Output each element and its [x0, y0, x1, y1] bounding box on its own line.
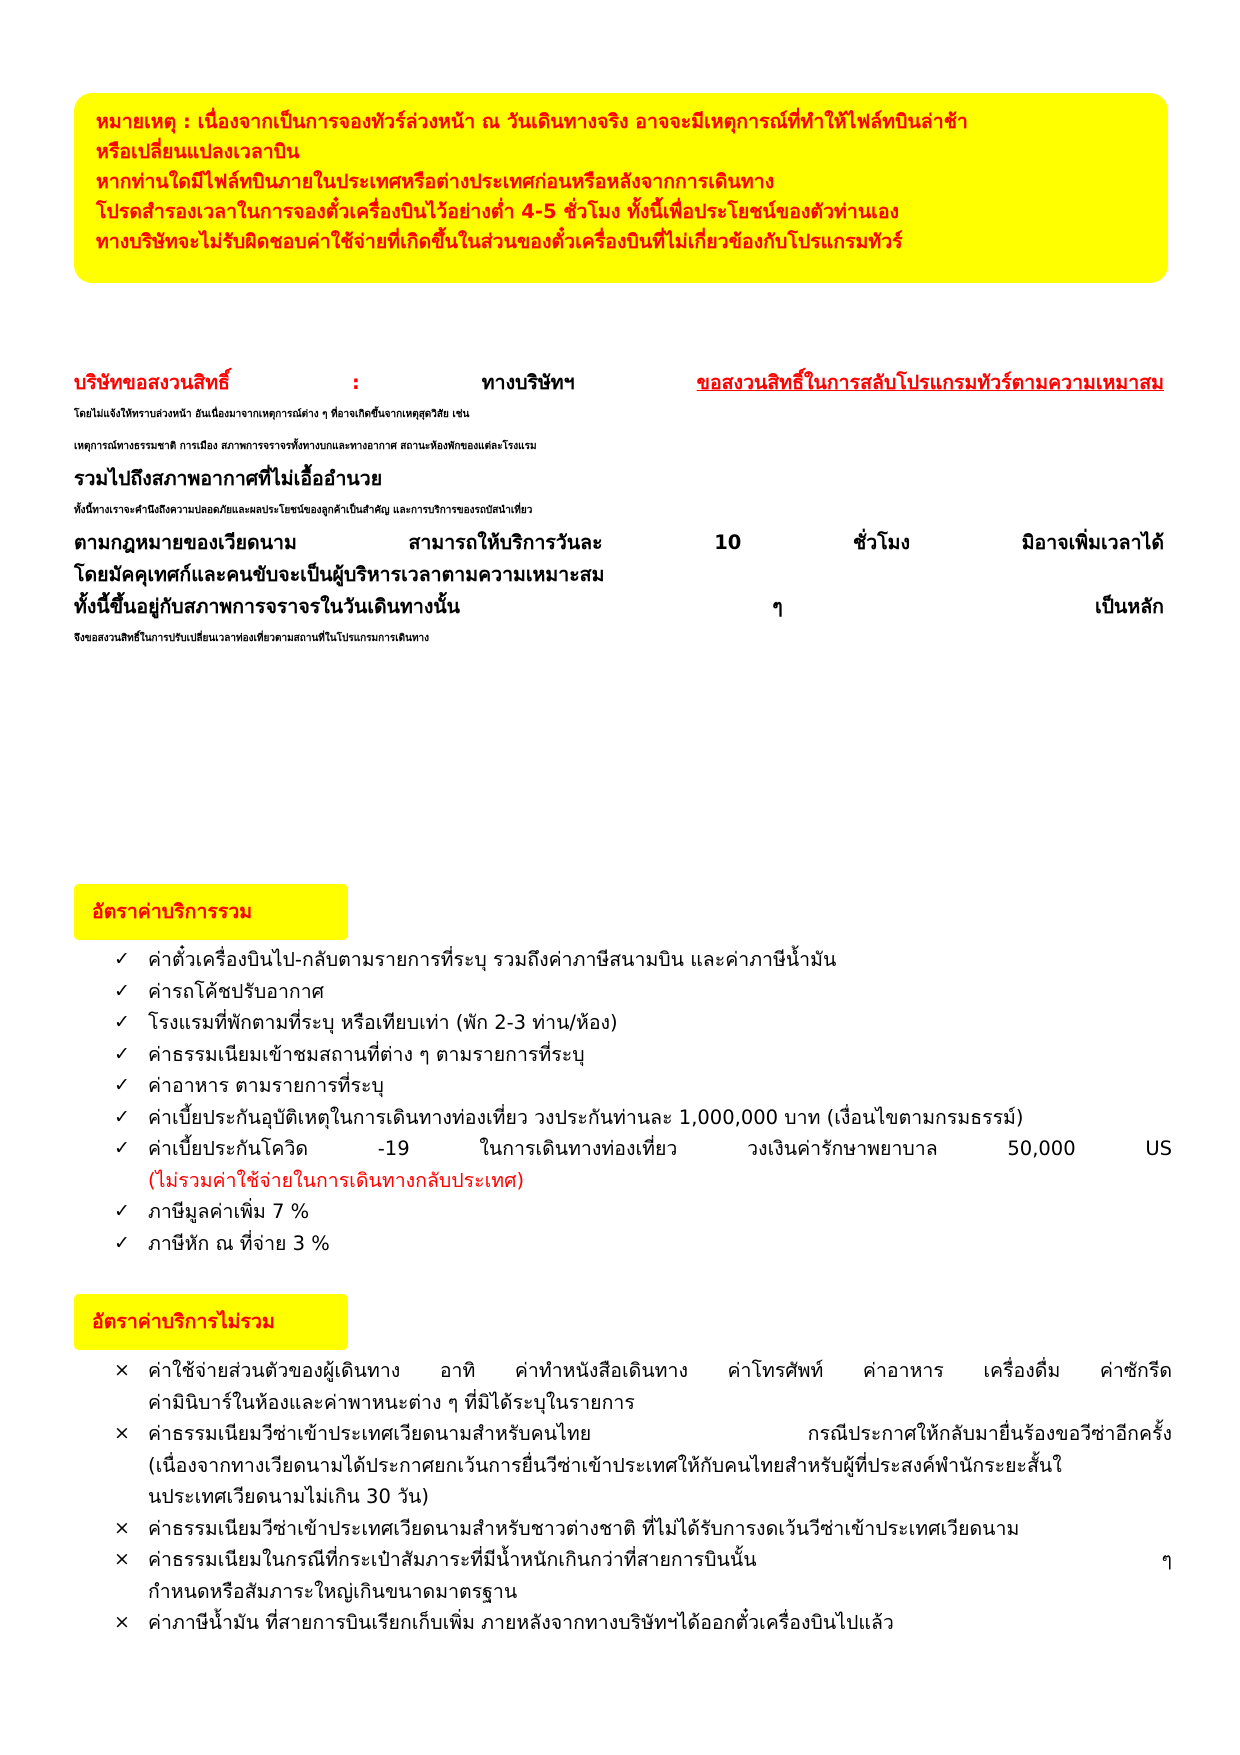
- list-item: [110, 976, 1172, 1008]
- item-text: ค่าใช้จ่ายส่วนตัวของผู้เดินทาง อาทิ ค่าทำหนังสือเดินทาง ค่าโทรศัพท์ ค่าอาหาร เครื่องดื่ม ค่าซักรีด: [148, 1359, 1172, 1382]
- item-text: ค่ามินิบาร์ในห้องและค่าพาหนะต่าง ๆ ที่มิได้ระบุในรายการ: [148, 1390, 635, 1414]
- list-item: [110, 1544, 1172, 1607]
- notice-line: ทางบริษัทจะไม่รับผิดชอบค่าใช้จ่ายที่เกิดขึ้นในส่วนของตั๋วเครื่องบินที่ไม่เกี่ยวข้องกับโปรแกรมทัวร์: [96, 230, 903, 253]
- rights-reservation-paragraph: [74, 367, 1164, 655]
- cross-icon: ×: [114, 1359, 130, 1381]
- cross-icon: ×: [114, 1611, 130, 1633]
- list-item: [110, 1607, 1172, 1639]
- item-text: ค่าตั๋วเครื่องบินไป-กลับตามรายการที่ระบุ รวมถึงค่าภาษีสนามบิน และค่าภาษีน้ำมัน: [148, 948, 837, 971]
- list-item: [110, 1133, 1172, 1196]
- rights-line: รวมไปถึงสภาพอากาศที่ไม่เอื้ออำนวย: [74, 467, 383, 490]
- rights-line: จึงขอสงวนสิทธิ์ในการปรับเปลี่ยนเวลาท่องเที่ยวตามสถานที่ในโปรแกรมการเดินทาง: [74, 633, 430, 644]
- check-icon: ✓: [114, 1011, 130, 1033]
- list-item: [110, 944, 1172, 976]
- check-icon: ✓: [114, 1042, 130, 1065]
- list-item: [110, 1355, 1172, 1418]
- list-item: [110, 1228, 1172, 1260]
- notice-line: โปรดสำรองเวลาในการจองตั๋วเครื่องบินไว้อย่างต่ำ 4-5 ชั่วโมง ทั้งนี้เพื่อประโยชน์ของตัวท่านเอง: [96, 200, 900, 223]
- covid-insurance-note: (ไม่รวมค่าใช้จ่ายในการเดินทางกลับประเทศ): [148, 1168, 525, 1192]
- rights-first-line: [74, 367, 1164, 399]
- rights-line: เหตุการณ์ทางธรรมชาติ การเมือง สภาพการจราจรทั้งทางบกและทางอากาศ สถานะห้องพักของแต่ละโรงแรม: [74, 441, 537, 452]
- check-icon: ✓: [114, 1105, 130, 1128]
- item-text: ค่าภาษีน้ำมัน ที่สายการบินเรียกเก็บเพิ่ม ภายหลังจากทางบริษัทฯได้ออกตั๋วเครื่องบินไปแล้ว: [148, 1611, 894, 1634]
- rights-underlined-text: ขอสงวนสิทธิ์ในการสลับโปรแกรมทัวร์ตามความเหมาสม: [696, 371, 1164, 394]
- check-icon: ✓: [114, 1137, 130, 1159]
- cross-icon: ×: [114, 1516, 130, 1539]
- item-text: ค่าธรรมเนียมวีซ่าเข้าประเทศเวียดนามสำหรับชาวต่างชาติ ที่ไม่ได้รับการงดเว้นวีซ่าเข้าประเทศเวียดนาม: [148, 1516, 1020, 1540]
- list-item: [110, 1196, 1172, 1228]
- check-icon: ✓: [114, 1231, 130, 1254]
- notice-line: หมายเหตุ : เนื่องจากเป็นการจองทัวร์ล่วงหน้า ณ วันเดินทางจริง อาจจะมีเหตุการณ์ที่ทำให้ไฟล์ทบินล่าช้า: [96, 110, 968, 133]
- item-text: ภาษีหัก ณ ที่จ่าย 3 %: [148, 1231, 330, 1255]
- excluded-section-header: อัตราค่าบริการไม่รวม: [74, 1294, 348, 1350]
- check-icon: ✓: [114, 948, 130, 970]
- check-icon: ✓: [114, 1074, 130, 1096]
- included-list: [110, 944, 1172, 1259]
- covid-insurance-text: ค่าเบี้ยประกันโควิด -19 ในการเดินทางท่องเที่ยว วงเงินค่ารักษาพยาบาล 50,000 US: [148, 1137, 1172, 1160]
- item-text: กำหนดหรือสัมภาระใหญ่เกินขนาดมาตรฐาน: [148, 1579, 518, 1603]
- item-text: ค่าธรรมเนียมวีซ่าเข้าประเทศเวียดนามสำหรับคนไทย กรณีประกาศให้กลับมายื่นร้องขอวีซ่าอีกครั้ง: [148, 1422, 1172, 1445]
- item-text: (เนื่องจากทางเวียดนามได้ประกาศยกเว้นการยื่นวีซ่าเข้าประเทศให้กับคนไทยสำหรับผู้ที่ประสงค์พำนักระยะสั้นใ: [148, 1453, 1062, 1477]
- cross-icon: ×: [114, 1548, 130, 1570]
- rights-line: ทั้งนี้ทางเราจะคำนึงถึงความปลอดภัยและผลประโยชน์ของลูกค้าเป็นสำคัญ และการบริการของรถบัสนำเที่ยว: [74, 505, 533, 516]
- included-section-header: อัตราค่าบริการรวม: [74, 884, 348, 940]
- excluded-list: [110, 1355, 1172, 1639]
- check-icon: ✓: [114, 979, 130, 1002]
- item-text: ค่าเบี้ยประกันอุบัติเหตุในการเดินทางท่องเที่ยว วงประกันท่านละ 1,000,000 บาท (เงื่อนไขตามกรมธรรม์): [148, 1105, 1024, 1129]
- flight-delay-notice: [74, 93, 1168, 283]
- item-text: นประเทศเวียดนามไม่เกิน 30 วัน): [148, 1485, 429, 1508]
- rights-label: บริษัทขอสงวนสิทธิ์ :: [74, 371, 360, 394]
- notice-line: หรือเปลี่ยนแปลงเวลาบิน: [96, 140, 300, 163]
- item-text: ค่าธรรมเนียมเข้าชมสถานที่ต่าง ๆ ตามรายการที่ระบุ: [148, 1042, 585, 1066]
- item-text: ค่าธรรมเนียมในกรณีที่กระเป๋าสัมภาระที่มีน้ำหนักเกินกว่าที่สายการบินนั้น ๆ: [148, 1548, 1172, 1571]
- item-text: ค่าอาหาร ตามรายการที่ระบุ: [148, 1074, 384, 1097]
- cross-icon: ×: [114, 1422, 130, 1444]
- list-item: [110, 1039, 1172, 1071]
- rights-line: ทั้งนี้ขึ้นอยู่กับสภาพการจราจรในวันเดินทางนั้น ๆ เป็นหลัก: [74, 595, 1164, 618]
- list-item: [110, 1007, 1172, 1039]
- rights-line: โดยมัคคุเทศก์และคนขับจะเป็นผู้บริหารเวลาตามความเหมาะสม: [74, 563, 605, 586]
- rights-line: โดยไม่แจ้งให้ทราบล่วงหน้า อันเนื่องมาจากเหตุการณ์ต่าง ๆ ที่อาจเกิดขึ้นจากเหตุสุดวิสัย เช่น: [74, 409, 470, 420]
- check-icon: ✓: [114, 1200, 130, 1222]
- rights-lead: ทางบริษัทฯ: [359, 371, 697, 394]
- item-text: โรงแรมที่พักตามที่ระบุ หรือเทียบเท่า (พัก 2-3 ท่าน/ห้อง): [148, 1011, 618, 1034]
- item-text: ค่ารถโค้ชปรับอากาศ: [148, 979, 325, 1003]
- notice-line: หากท่านใดมีไฟล์ทบินภายในประเทศหรือต่างประเทศก่อนหรือหลังจากการเดินทาง: [96, 170, 775, 193]
- item-text: ภาษีมูลค่าเพิ่ม 7 %: [148, 1200, 310, 1223]
- list-item: [110, 1418, 1172, 1513]
- rights-line: ตามกฎหมายของเวียดนาม สามารถให้บริการวันละ 10 ชั่วโมง มิอาจเพิ่มเวลาได้: [74, 531, 1164, 554]
- list-item: [110, 1070, 1172, 1102]
- list-item: [110, 1513, 1172, 1545]
- list-item: [110, 1102, 1172, 1134]
